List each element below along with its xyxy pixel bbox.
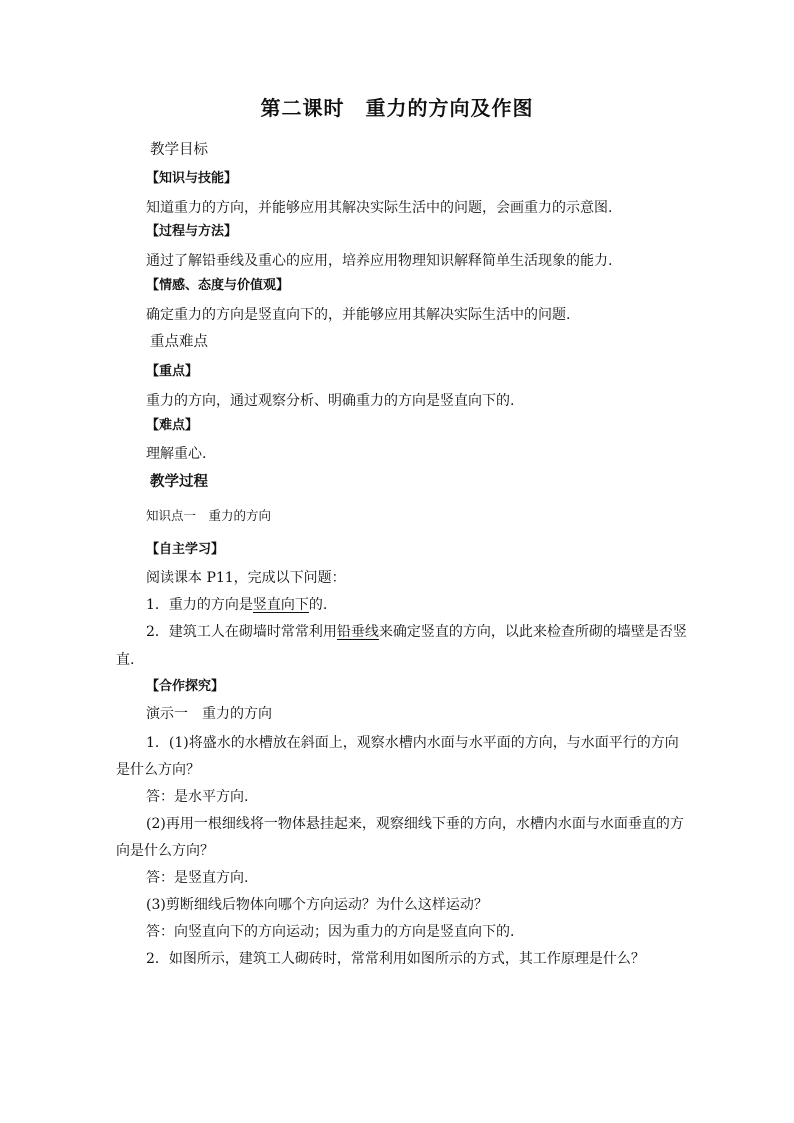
label-focus: 【重点】 [146, 364, 199, 379]
question-1-suffix: 的. [308, 597, 328, 613]
section-teaching-goals: 教学目标 [150, 142, 208, 158]
question-1-answer: 竖直向下 [252, 597, 309, 613]
section-key-difficult: 重点难点 [150, 334, 208, 350]
question-2 [146, 622, 687, 642]
text-process-method: 通过了解铅垂线及重心的应用，培养应用物理知识解释简单生活现象的能力. [146, 253, 613, 269]
question-1 [146, 595, 327, 615]
demo-answer-1: 答：是水平方向. [146, 789, 249, 805]
demo-answer-2: 答：是竖直方向. [146, 870, 249, 886]
label-self-study: 【自主学习】 [146, 542, 225, 557]
demo-answer-3: 答：向竖直向下的方向运动；因为重力的方向是竖直向下的. [146, 924, 515, 940]
label-emotion-values: 【情感、态度与价值观】 [146, 278, 290, 293]
section-teaching-process: 教学过程 [150, 473, 208, 490]
text-difficulty: 理解重心. [146, 446, 207, 462]
label-knowledge-skills: 【知识与技能】 [146, 171, 238, 186]
text-knowledge-skills: 知道重力的方向，并能够应用其解决实际生活中的问题，会画重力的示意图. [146, 200, 613, 216]
page-title: 第二课时 重力的方向及作图 [260, 96, 534, 120]
question-2-continuation: 直. [116, 652, 135, 668]
question-2-suffix: 来确定竖直的方向，以此来检查所砌的墙壁是否竖 [378, 624, 687, 640]
text-read-textbook: 阅读课本 P11，完成以下问题： [146, 570, 346, 586]
question-2-answer: 铅垂线 [336, 624, 379, 640]
demo-question-3: (3)剪断细线后物体向哪个方向运动？为什么这样运动？ [146, 897, 488, 913]
text-focus: 重力的方向，通过观察分析、明确重力的方向是竖直向下的. [146, 393, 515, 409]
heading-knowledge-point-1: 知识点一 重力的方向 [146, 508, 272, 523]
question-1-prefix: 1．重力的方向是 [146, 597, 253, 613]
demo-question-1-line-2: 是什么方向？ [116, 762, 200, 778]
heading-demo-1: 演示一 重力的方向 [146, 706, 272, 722]
label-cooperative-inquiry: 【合作探究】 [146, 679, 225, 694]
demo-question-1-line-1: 1．(1)将盛水的水槽放在斜面上，观察水槽内水面与水平面的方向，与水面平行的方向 [146, 735, 679, 751]
demo-question-2-line-1: (2)再用一根细线将一物体悬挂起来，观察细线下垂的方向，水槽内水面与水面垂直的方 [146, 816, 684, 832]
demo-question-2-line-2: 向是什么方向？ [116, 843, 214, 859]
question-last: 2．如图所示，建筑工人砌砖时，常常利用如图所示的方式，其工作原理是什么？ [146, 951, 645, 967]
label-process-method: 【过程与方法】 [146, 224, 238, 239]
label-difficulty: 【难点】 [146, 418, 199, 433]
question-2-prefix: 2．建筑工人在砌墙时常常利用 [146, 624, 337, 640]
text-emotion-values: 确定重力的方向是竖直向下的，并能够应用其解决实际生活中的问题. [146, 307, 571, 323]
